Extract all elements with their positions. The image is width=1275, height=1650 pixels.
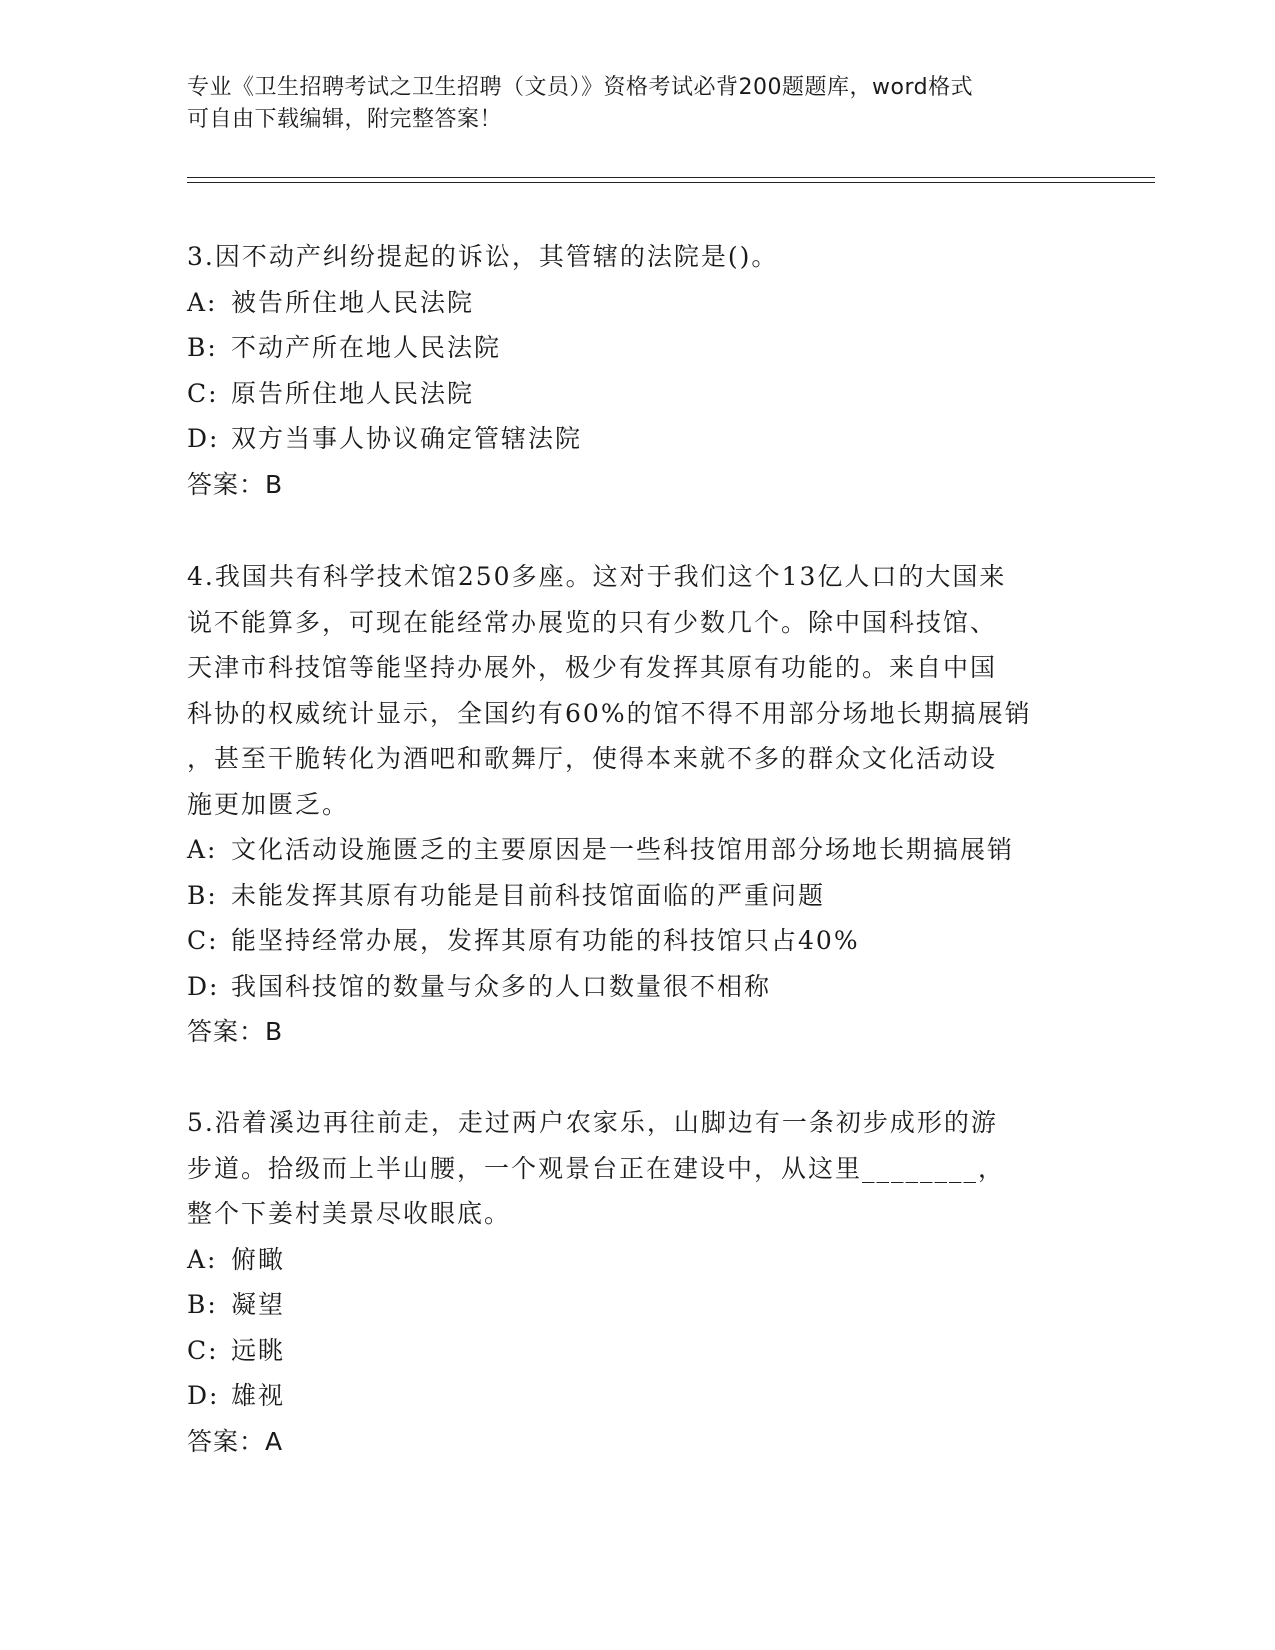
option-text: 俯瞰 xyxy=(231,1244,286,1274)
question-text-line: 4.我国共有科学技术馆250多座。这对于我们这个13亿人口的大国来 xyxy=(187,562,1007,591)
question-text-line: ，甚至干脆转化为酒吧和歌舞厅，使得本来就不多的群众文化活动设 xyxy=(187,744,998,773)
option-c xyxy=(187,1328,1087,1374)
question-text-line: 整个下姜村美景尽收眼底。 xyxy=(187,1199,512,1228)
option-d xyxy=(187,416,1087,462)
option-text: 雄视 xyxy=(231,1381,286,1410)
question-4 xyxy=(187,554,1087,1055)
option-c xyxy=(187,918,1087,964)
option-a xyxy=(187,1237,1087,1283)
option-key: D: xyxy=(187,971,220,1001)
answer-label: 答案：B xyxy=(187,469,284,499)
question-text-line: 5.沿着溪边再往前走，走过两户农家乐，山脚边有一条初步成形的游 xyxy=(187,1108,998,1137)
header-line-2: 可自由下载编辑，附完整答案！ xyxy=(187,107,503,132)
option-key: D: xyxy=(187,1381,220,1410)
option-text: 被告所住地人民法院 xyxy=(231,287,475,317)
option-key: B: xyxy=(187,880,218,910)
header-line-1: 专业《卫生招聘考试之卫生招聘（文员）》资格考试必背200题题库，word格式 xyxy=(187,75,974,100)
option-d xyxy=(187,1373,1087,1419)
question-5 xyxy=(187,1100,1087,1464)
option-text: 原告所住地人民法院 xyxy=(231,378,475,408)
question-text-line: 科协的权威统计显示，全国约有60%的馆不得不用部分场地长期搞展销 xyxy=(187,698,1032,728)
option-key: A: xyxy=(187,835,218,864)
option-a xyxy=(187,827,1087,873)
option-b xyxy=(187,325,1087,371)
option-text: 不动产所在地人民法院 xyxy=(231,333,502,362)
option-text: 能坚持经常办展，发挥其原有功能的科技馆只占40% xyxy=(231,926,860,955)
option-text: 双方当事人协议确定管辖法院 xyxy=(231,424,583,453)
question-3 xyxy=(187,234,1087,507)
option-c xyxy=(187,371,1087,417)
question-text-line: 说不能算多，可现在能经常办展览的只有少数几个。除中国科技馆、 xyxy=(187,607,998,637)
question-text-line: 施更加匮乏。 xyxy=(187,789,350,819)
option-text: 远眺 xyxy=(231,1335,286,1365)
option-text: 未能发挥其原有功能是目前科技馆面临的严重问题 xyxy=(231,880,826,910)
option-text: 文化活动设施匮乏的主要原因是一些科技馆用部分场地长期搞展销 xyxy=(231,835,1015,864)
option-key: B: xyxy=(187,333,218,362)
option-key: B: xyxy=(187,1290,218,1319)
option-d xyxy=(187,964,1087,1010)
answer-label: 答案：B xyxy=(187,1017,284,1046)
option-key: D: xyxy=(187,424,220,453)
option-key: A: xyxy=(187,1244,218,1274)
question-text-line: 天津市科技馆等能坚持办展外，极少有发挥其原有功能的。来自中国 xyxy=(187,653,998,682)
option-key: C: xyxy=(187,1335,219,1365)
option-text: 我国科技馆的数量与众多的人口数量很不相称 xyxy=(231,971,772,1001)
option-key: A: xyxy=(187,287,218,317)
option-key: C: xyxy=(187,378,219,408)
question-text-line: 步道。拾级而上半山腰，一个观景台正在建设中，从这里________， xyxy=(187,1153,1006,1183)
option-a xyxy=(187,280,1087,326)
option-key: C: xyxy=(187,926,219,955)
header-divider xyxy=(187,177,1155,183)
option-b xyxy=(187,873,1087,919)
document-header xyxy=(187,72,1067,136)
option-b xyxy=(187,1282,1087,1328)
option-text: 凝望 xyxy=(231,1290,286,1319)
question-text: 3.因不动产纠纷提起的诉讼，其管辖的法院是()。 xyxy=(187,242,779,271)
answer-label: 答案：A xyxy=(187,1426,284,1456)
